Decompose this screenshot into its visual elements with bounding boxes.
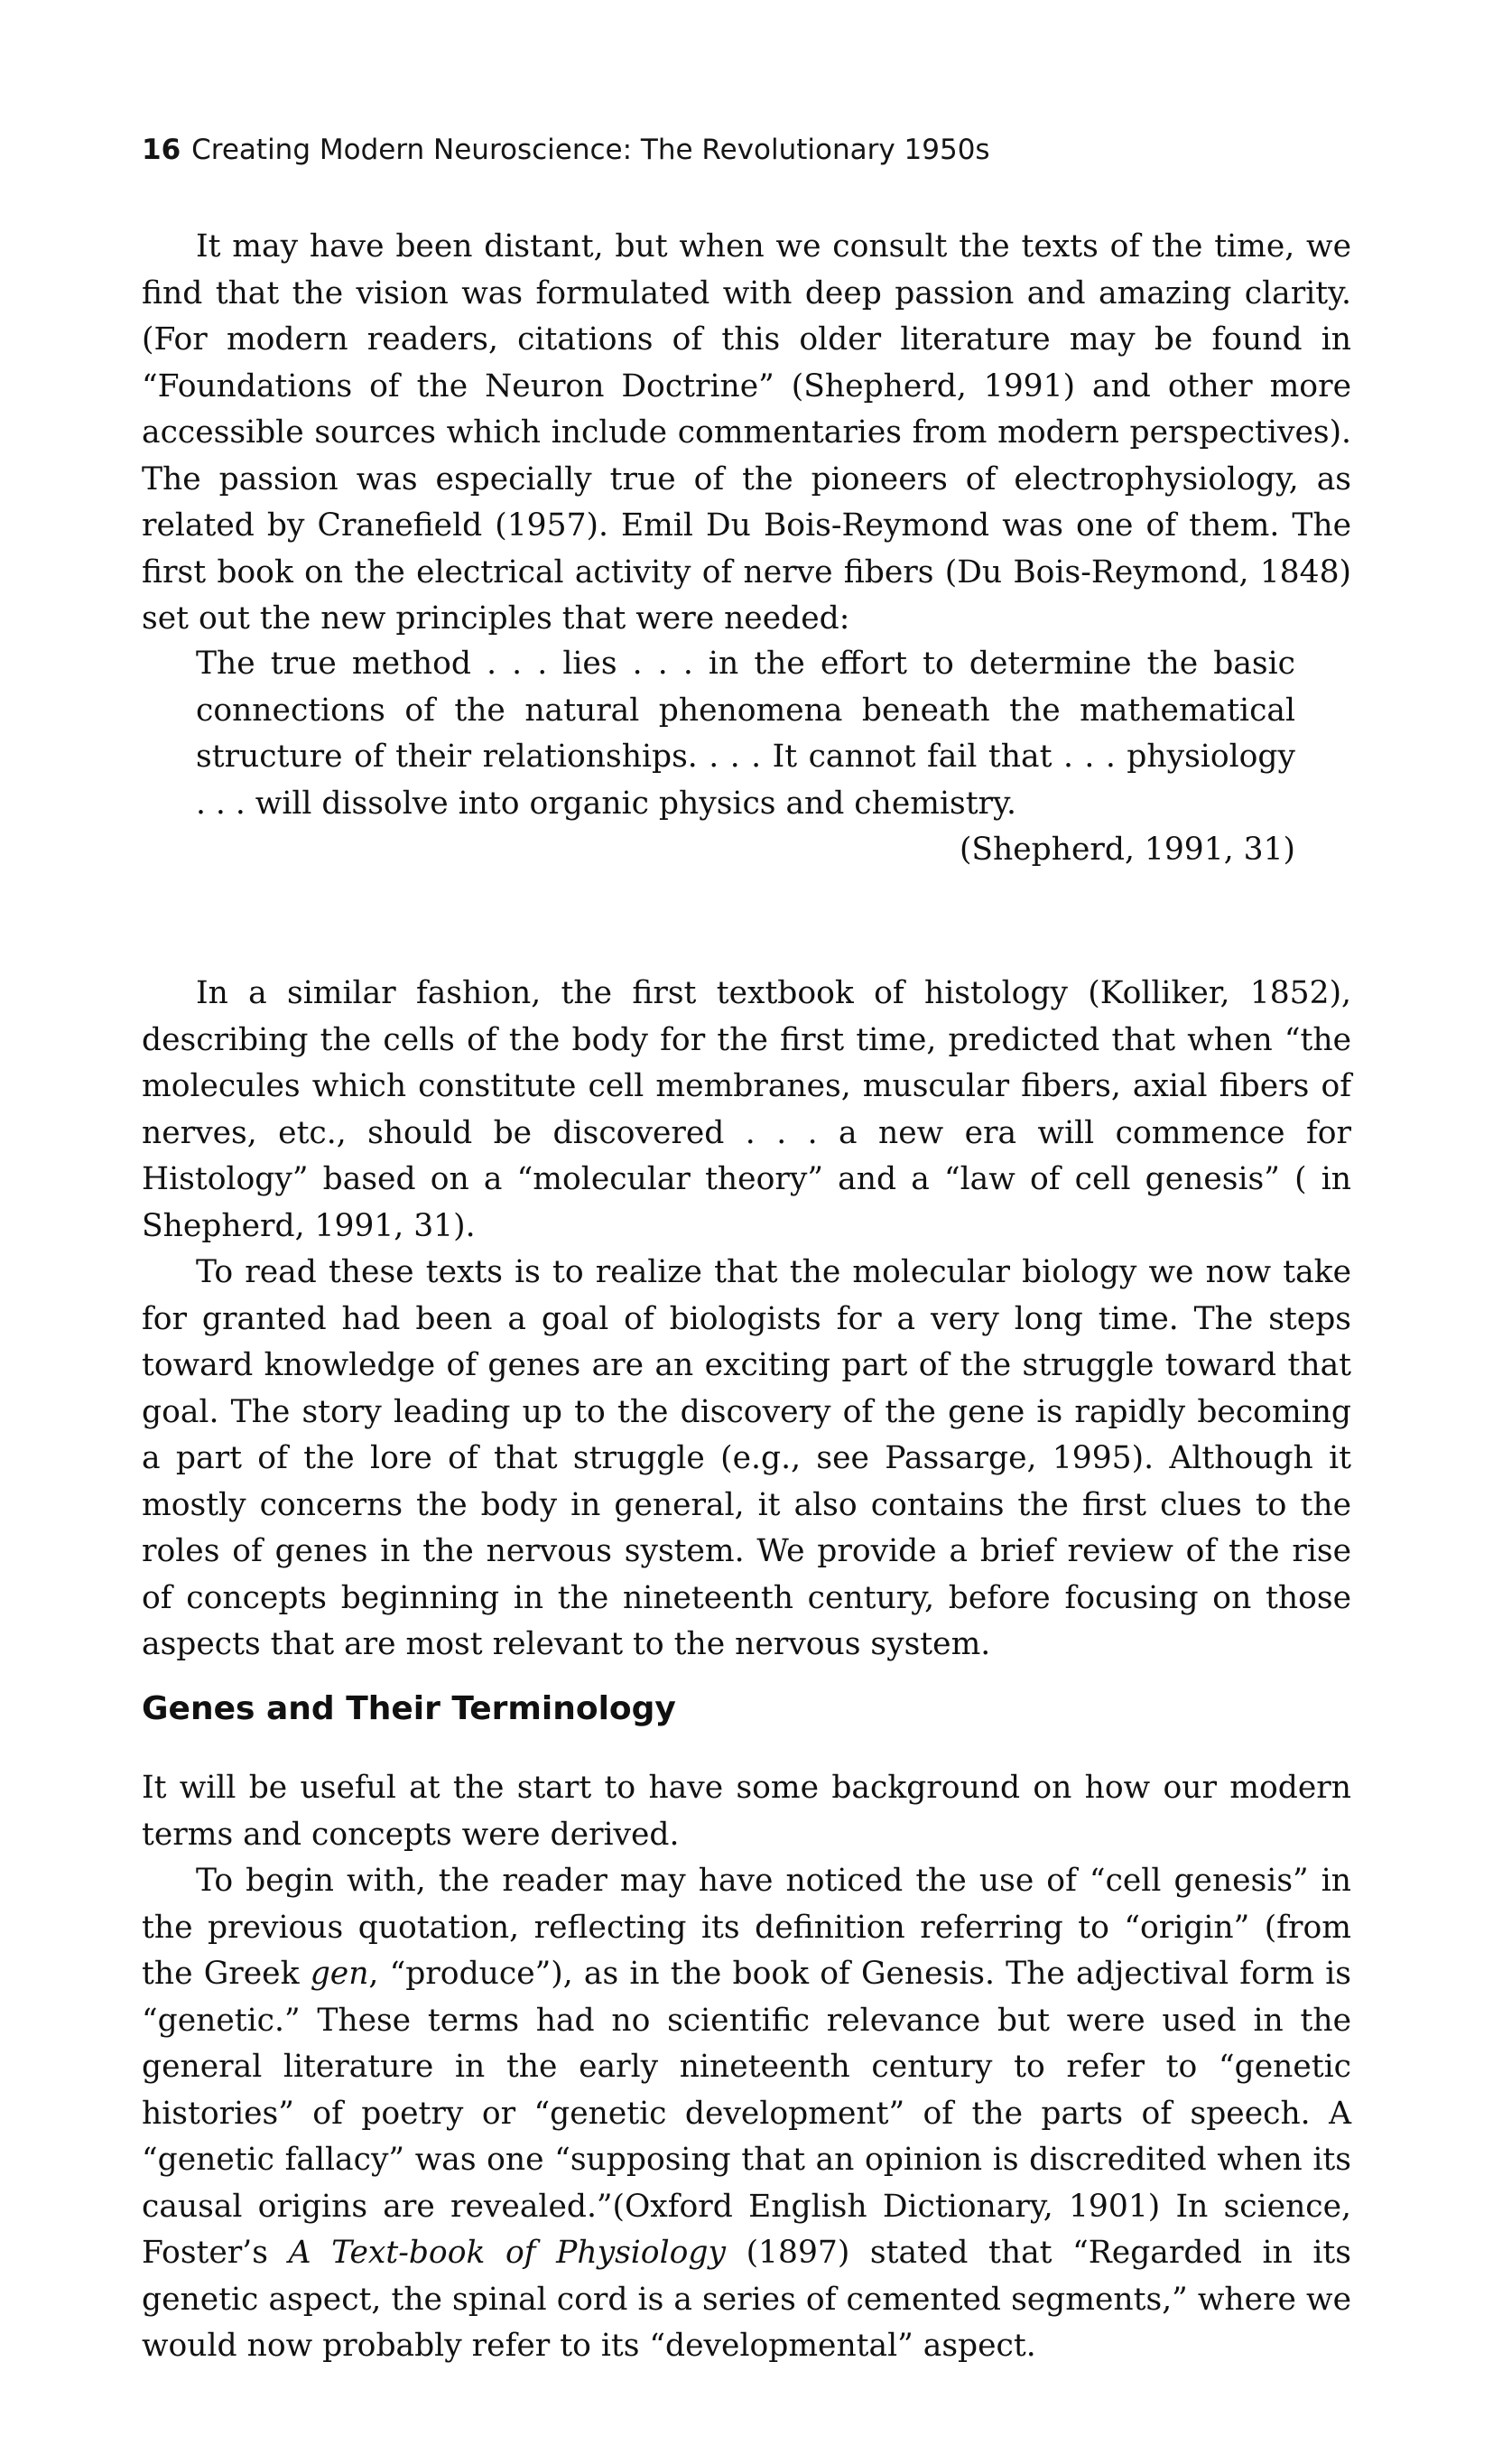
paragraph-text: To begin with, the reader may have noticed the use of “cell genesis” in the previous quotation, reflecting its definition referring to “origin” (from the Greek [142, 1863, 1351, 1992]
paragraph-text: (1897) stated that “Regarded in its genetic aspect, the spinal cord is a series of cemented segments,” where we would now probably refer to its “developmental” aspect. [142, 2235, 1352, 2364]
section-heading: Genes and Their Terminology [142, 1690, 676, 1727]
block-quote [196, 641, 1295, 874]
page-number: 16 [142, 134, 181, 166]
paragraph: It may have been distant, but when we consult the texts of the time, we find that the vision was formulated with deep passion and amazing clarity. (For modern readers, citations of this older literature may be found in “Foundations of the Neuron Doctrine” (Shepherd, 1991) and other more accessible sources which include commentaries from modern perspectives). The passion was especially true of the pioneers of electrophysiology, as related by Cranefield (1957). Emil Du Bois-Reymond was one of them. The first book on the electrical activity of nerve fibers (Du Bois-Reymond, 1848) set out the new principles that were needed: [142, 228, 1351, 637]
opening-paragraph-block [142, 224, 1351, 643]
paragraph-text: , “produce”), as in the book of Genesis. The adjectival form is “genetic.” These terms had no scientific relevance but were used in the general literature in the early nineteenth century to refer to “genetic histories” of poetry or “genetic development” of the parts of speech. A “genetic fallacy” was one “supposing that an opinion is discredited when its causal origins are revealed.”(Oxford English Dictionary, 1901) In science, Foster’s [142, 1956, 1351, 2271]
block-quote-text: The true method . . . lies . . . in the effort to determine the basic connections of the natural phenomena beneath the mathematical structure of their relationships. . . . It cannot fail that . . . physiology . . . will dissolve into organic physics and chemistry. [196, 646, 1295, 822]
paragraph: In a similar fashion, the first textbook of histology (Kolliker, 1852), describing the cells of the body for the first time, predicted that when “the molecules which constitute cell membranes, muscular fibers, axial fibers of nerves, etc., should be discovered . . . a new era will commence for Histology” based on a “molecular theory” and a “law of cell genesis” ( in Shepherd, 1991, 31). [142, 975, 1351, 1244]
greek-term: gen [310, 1956, 369, 1992]
block-quote-citation: (Shepherd, 1991, 31) [959, 832, 1295, 868]
book-title: A Text-book of Physiology [288, 2235, 726, 2271]
paragraph: To read these texts is to realize that the molecular biology we now take for granted had been a goal of biologists for a very long time. The steps toward knowledge of genes are an exciting part of the struggle toward that goal. The story leading up to the discovery of the gene is rapidly becoming a part of the lore of that struggle (e.g., see Passarge, 1995). Although it mostly concerns the body in general, it also contains the first clues to the roles of genes in the nervous system. We provide a brief review of the rise of concepts beginning in the nineteenth century, before focusing on those aspects that are most relevant to the nervous system. [142, 1254, 1351, 1662]
section-body [142, 1765, 1351, 2370]
running-head-title: Creating Modern Neuroscience: The Revolutionary 1950s [191, 134, 990, 166]
running-head [142, 134, 990, 166]
paragraph [142, 1858, 1351, 2370]
middle-paragraph-block [142, 971, 1351, 1669]
paragraph: It will be useful at the start to have some background on how our modern terms and concepts were derived. [142, 1770, 1351, 1853]
